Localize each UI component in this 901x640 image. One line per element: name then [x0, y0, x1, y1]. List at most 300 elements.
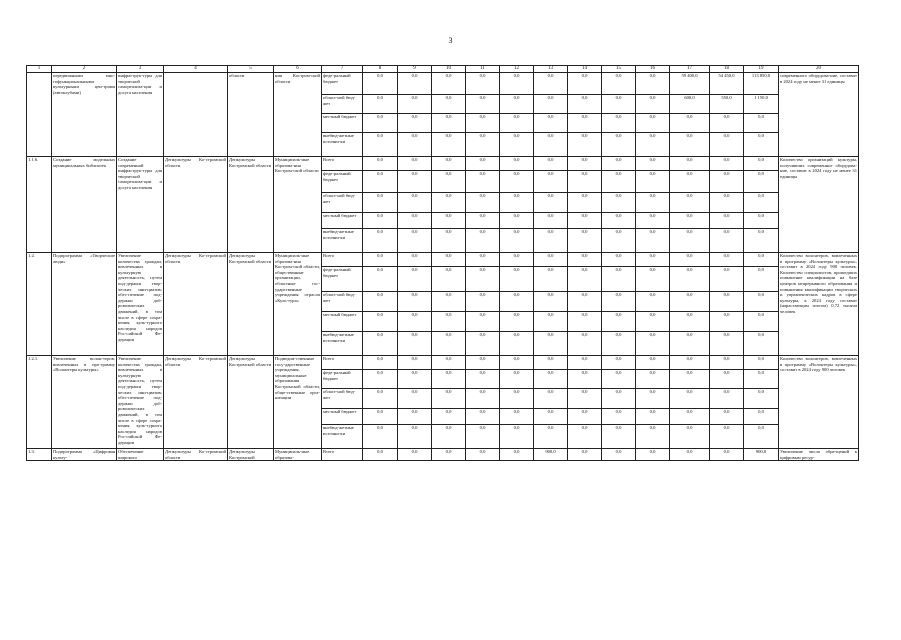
funding-source: внебюд-жетные источни-ки	[322, 229, 363, 253]
amount-cell: 0,0	[670, 312, 710, 332]
participants: Муниципаль-ные образова-ния Костром-ской области	[274, 157, 322, 253]
amount-cell: 0,0	[744, 425, 779, 449]
funding-source: област-ной бюд-жет	[322, 95, 363, 114]
funding-source: местный бюджет	[322, 213, 363, 229]
item-title: передвижными мно-гофункциональными культурными цен-трами (автоклубами)	[52, 73, 117, 157]
amount-cell: 0,0	[500, 389, 534, 409]
amount-cell: 0,0	[466, 356, 500, 370]
amount-cell: 0,0	[500, 73, 534, 95]
amount-cell: 0,0	[636, 95, 670, 114]
item-title: Создание модельных муниципальных библиотек	[52, 157, 117, 253]
amount-cell: 0,0	[500, 356, 534, 370]
column-number: 14	[568, 66, 602, 73]
amount-cell: 0,0	[466, 332, 500, 356]
amount-cell: 0,0	[363, 356, 398, 370]
amount-cell: 0,0	[636, 133, 670, 157]
column-number: 4	[164, 66, 228, 73]
page-number: 3	[448, 36, 453, 45]
indicator-text: Количество организаций культуры, получивших современное оборудова-ние, составит в 2024 году не менее 31 единицы	[779, 157, 859, 253]
amount-cell: 0,0	[500, 253, 534, 267]
amount-cell: 0,0	[670, 114, 710, 133]
amount-cell: 0,0	[568, 253, 602, 267]
amount-cell: 0,0	[602, 213, 636, 229]
amount-cell: 0,0	[710, 171, 744, 193]
amount-cell: 0,0	[568, 133, 602, 157]
amount-cell: 0,0	[602, 157, 636, 171]
funding-source: внебюд-жетные источни-ки	[322, 133, 363, 157]
amount-cell: 0,0	[534, 213, 568, 229]
amount-cell: 0,0	[568, 213, 602, 229]
amount-cell: 0,0	[636, 356, 670, 370]
amount-cell: 0,0	[534, 157, 568, 171]
amount-cell: 0,0	[398, 370, 432, 389]
amount-cell: 0,0	[710, 409, 744, 425]
amount-cell: 0,0	[710, 193, 744, 213]
amount-cell: 0,0	[744, 157, 779, 171]
amount-cell: 0,0	[568, 312, 602, 332]
amount-cell: 0,0	[710, 114, 744, 133]
amount-cell: 0,0	[670, 292, 710, 312]
amount-cell: 113 850,0	[744, 73, 779, 95]
amount-cell: 0,0	[636, 292, 670, 312]
co-executor: Депкультуры Костромской области	[228, 253, 274, 356]
amount-cell: 0,0	[602, 370, 636, 389]
indicator-text: Увеличение числа обра-щений к цифровым ресур-	[780, 449, 857, 460]
amount-cell: 0,0	[636, 449, 670, 461]
participants: Муниципаль-ные образова-	[274, 449, 322, 461]
amount-cell: 0,0	[500, 292, 534, 312]
amount-cell: 0,0	[363, 267, 398, 292]
amount-cell: 0,0	[670, 332, 710, 356]
amount-cell: 0,0	[500, 267, 534, 292]
amount-cell: 0,0	[568, 449, 602, 461]
amount-cell: 0,0	[670, 171, 710, 193]
item-goal: Обеспечение широкого	[117, 449, 164, 461]
amount-cell: 0,0	[602, 114, 636, 133]
amount-cell: 0,0	[710, 267, 744, 292]
amount-cell: 0,0	[363, 114, 398, 133]
amount-cell: 0,0	[398, 409, 432, 425]
amount-cell: 0,0	[602, 253, 636, 267]
amount-cell: 0,0	[363, 133, 398, 157]
amount-cell: 0,0	[363, 332, 398, 356]
amount-cell: 0,0	[398, 449, 432, 461]
amount-cell: 0,0	[710, 157, 744, 171]
amount-cell: 0,0	[466, 409, 500, 425]
amount-cell: 0,0	[744, 389, 779, 409]
amount-cell: 0,0	[602, 425, 636, 449]
amount-cell: 550,0	[710, 95, 744, 114]
column-number: 9	[398, 66, 432, 73]
amount-cell: 0,0	[466, 133, 500, 157]
amount-cell: 0,0	[466, 193, 500, 213]
amount-cell: 0,0	[466, 292, 500, 312]
amount-cell: 0,0	[432, 332, 466, 356]
amount-cell: 0,0	[398, 213, 432, 229]
amount-cell: 0,0	[710, 370, 744, 389]
item-title: Подпрограмма «Творческие люди»	[52, 253, 117, 356]
amount-cell: 0,0	[500, 133, 534, 157]
amount-cell: 0,0	[602, 312, 636, 332]
amount-cell: 0,0	[710, 425, 744, 449]
amount-cell: 0,0	[534, 193, 568, 213]
amount-cell: 0,0	[398, 389, 432, 409]
amount-cell: 0,0	[636, 389, 670, 409]
amount-cell: 0,0	[636, 171, 670, 193]
amount-cell: 0,0	[432, 114, 466, 133]
amount-cell: 0,0	[500, 409, 534, 425]
amount-cell: 0,0	[466, 213, 500, 229]
amount-cell: 0,0	[568, 193, 602, 213]
amount-cell: 0,0	[568, 157, 602, 171]
amount-cell: 0,0	[363, 213, 398, 229]
column-number: 11	[466, 66, 500, 73]
column-number: 12	[500, 66, 534, 73]
amount-cell: 0,0	[602, 292, 636, 312]
amount-cell: 0,0	[534, 114, 568, 133]
amount-cell: 0,0	[710, 133, 744, 157]
amount-cell: 0,0	[432, 409, 466, 425]
amount-cell: 0,0	[710, 229, 744, 253]
amount-cell: 0,0	[670, 267, 710, 292]
column-number: 18	[710, 66, 744, 73]
funding-source: Всего	[322, 356, 363, 370]
column-number: 20	[779, 66, 859, 73]
amount-cell: 0,0	[568, 370, 602, 389]
amount-cell: 0,0	[432, 157, 466, 171]
co-executor: области	[228, 73, 274, 157]
amount-cell: 0,0	[432, 229, 466, 253]
amount-cell: 0,0	[670, 133, 710, 157]
amount-cell: 0,0	[602, 171, 636, 193]
amount-cell: 0,0	[534, 370, 568, 389]
amount-cell: 0,0	[363, 253, 398, 267]
amount-cell: 0,0	[500, 449, 534, 461]
amount-cell: 0,0	[432, 267, 466, 292]
amount-cell: 0,0	[710, 292, 744, 312]
amount-cell: 0,0	[534, 253, 568, 267]
amount-cell: 0,0	[500, 213, 534, 229]
amount-cell: 0,0	[534, 73, 568, 95]
item-goal: Увеличение количества граждан, вовлеченных в культурную деятельность, путем под-держки твор-ческих ини-циатив; обес-печение под-держки доб-ровольческих движений, в том числе в сфере сохра-нения куль-турного наследия народов Рос-сийской Фе-дерации	[117, 253, 164, 356]
amount-cell: 0,0	[398, 193, 432, 213]
funding-source: област-ной бюд-жет	[322, 292, 363, 312]
amount-cell: 0,0	[534, 332, 568, 356]
funding-source: феде-ральный бюджет	[322, 370, 363, 389]
amount-cell: 0,0	[602, 193, 636, 213]
amount-cell: 0,0	[636, 425, 670, 449]
amount-cell: 0,0	[744, 171, 779, 193]
amount-cell: 0,0	[636, 370, 670, 389]
funding-source: местный бюджет	[322, 409, 363, 425]
amount-cell: 0,0	[363, 95, 398, 114]
participants: ния Костром-ской области	[274, 73, 322, 157]
amount-cell: 0,0	[744, 114, 779, 133]
amount-cell: 0,0	[432, 449, 466, 461]
amount-cell: 0,0	[432, 213, 466, 229]
amount-cell: 0,0	[466, 229, 500, 253]
item-goal: Создание современной инфраструк-туры для творческой самореализа-ции и досуга населения	[117, 157, 164, 253]
amount-cell: 0,0	[744, 193, 779, 213]
amount-cell: 0,0	[534, 267, 568, 292]
amount-cell: 0,0	[534, 356, 568, 370]
amount-cell: 0,0	[670, 425, 710, 449]
amount-cell: 0,0	[363, 171, 398, 193]
amount-cell: 0,0	[500, 114, 534, 133]
item-number	[27, 73, 52, 157]
amount-cell: 0,0	[636, 157, 670, 171]
amount-cell: 0,0	[432, 389, 466, 409]
co-executor: Депкультуры Костромской	[228, 449, 274, 461]
amount-cell: 0,0	[363, 229, 398, 253]
amount-cell: 0,0	[398, 73, 432, 95]
amount-cell: 0,0	[636, 114, 670, 133]
amount-cell: 0,0	[670, 229, 710, 253]
amount-cell: 0,0	[670, 213, 710, 229]
item-goal: Увеличение количества граждан, вовлеченных в культурную деятельность, путем под-держки твор-ческих ини-циатив; обес-печение под-держки доб-ровольческих движений, в том числе в сфере сохра-нения куль-турного наследия народов Рос-сийской Фе-дерации	[117, 356, 164, 449]
amount-cell: 0,0	[432, 95, 466, 114]
amount-cell: 0,0	[363, 449, 398, 461]
item-number: 1.1.6.	[27, 157, 52, 253]
amount-cell: 0,0	[363, 157, 398, 171]
amount-cell: 0,0	[466, 267, 500, 292]
amount-cell: 0,0	[636, 253, 670, 267]
amount-cell: 0,0	[568, 229, 602, 253]
amount-cell: 0,0	[744, 409, 779, 425]
responsible-executor	[164, 73, 228, 157]
amount-cell: 0,0	[602, 133, 636, 157]
amount-cell: 0,0	[636, 409, 670, 425]
amount-cell: 0,0	[534, 409, 568, 425]
amount-cell: 0,0	[602, 409, 636, 425]
amount-cell: 0,0	[568, 292, 602, 312]
amount-cell: 0,0	[398, 292, 432, 312]
amount-cell: 0,0	[710, 213, 744, 229]
table-row	[27, 157, 859, 171]
amount-cell: 0,0	[363, 389, 398, 409]
amount-cell: 0,0	[744, 267, 779, 292]
amount-cell: 0,0	[398, 229, 432, 253]
amount-cell: 0,0	[534, 133, 568, 157]
amount-cell: 0,0	[602, 229, 636, 253]
amount-cell: 0,0	[670, 157, 710, 171]
amount-cell: 0,0	[466, 157, 500, 171]
funding-source: феде-ральный бюджет	[322, 171, 363, 193]
amount-cell: 0,0	[568, 332, 602, 356]
amount-cell: 0,0	[500, 229, 534, 253]
table-row	[27, 449, 859, 461]
column-number: 16	[636, 66, 670, 73]
item-title: Увеличение волон-теров, вовлеченных в про-грамму «Волонтеры культуры»	[52, 356, 117, 449]
item-title: Подпрограмма «Цифровая культу-	[53, 449, 115, 460]
amount-cell: 0,0	[398, 95, 432, 114]
amount-cell: 0,0	[636, 332, 670, 356]
item-number: 1.2.1.	[27, 356, 52, 449]
amount-cell: 0,0	[670, 193, 710, 213]
amount-cell: 0,0	[568, 267, 602, 292]
amount-cell: 0,0	[500, 370, 534, 389]
amount-cell: 0,0	[500, 425, 534, 449]
amount-cell: 0,0	[744, 356, 779, 370]
amount-cell: 0,0	[534, 389, 568, 409]
amount-cell: 0,0	[466, 95, 500, 114]
amount-cell: 0,0	[432, 73, 466, 95]
amount-cell: 0,0	[398, 133, 432, 157]
amount-cell: 0,0	[744, 312, 779, 332]
amount-cell: 0,0	[568, 425, 602, 449]
table-row	[27, 73, 859, 95]
table-body	[27, 66, 859, 461]
amount-cell: 0,0	[500, 171, 534, 193]
amount-cell: 0,0	[602, 449, 636, 461]
amount-cell: 0,0	[710, 449, 744, 461]
amount-cell: 0,0	[466, 312, 500, 332]
amount-cell: 0,0	[670, 409, 710, 425]
amount-cell: 0,0	[398, 425, 432, 449]
amount-cell: 0,0	[432, 193, 466, 213]
amount-cell: 0,0	[744, 253, 779, 267]
amount-cell: 0,0	[636, 73, 670, 95]
amount-cell: 0,0	[710, 312, 744, 332]
participants: Муниципаль-ные образова-ния Костром-ской области, общественные организации, областные гос-ударственные учреждения отрасли «Куль-тура»	[274, 253, 322, 356]
amount-cell: 0,0	[744, 370, 779, 389]
amount-cell: 0,0	[670, 389, 710, 409]
column-number: 8	[363, 66, 398, 73]
funding-source: феде-ральный бюджет	[322, 73, 363, 95]
amount-cell: 0,0	[398, 253, 432, 267]
responsible-executor: Депкультуры Ко-стромской области	[164, 356, 228, 449]
column-number: 2	[52, 66, 117, 73]
amount-cell: 0,0	[568, 95, 602, 114]
amount-cell: 0,0	[602, 73, 636, 95]
amount-cell: 0,0	[670, 253, 710, 267]
amount-cell: 0,0	[636, 229, 670, 253]
amount-cell: 0,0	[398, 171, 432, 193]
amount-cell: 54 450,0	[710, 73, 744, 95]
column-number: 7	[322, 66, 363, 73]
amount-cell: 0,0	[602, 356, 636, 370]
amount-cell: 0,0	[710, 356, 744, 370]
amount-cell: 0,0	[710, 389, 744, 409]
amount-cell: 0,0	[568, 73, 602, 95]
item-number: 1.2.	[27, 253, 52, 356]
column-number: 6	[274, 66, 322, 73]
amount-cell: 0,0	[466, 449, 500, 461]
column-number: 1	[27, 66, 52, 73]
amount-cell: 0,0	[432, 253, 466, 267]
table-row	[27, 356, 859, 370]
column-number: 5	[228, 66, 274, 73]
amount-cell: 0,0	[636, 312, 670, 332]
amount-cell: 0,0	[534, 171, 568, 193]
amount-cell: 0,0	[466, 425, 500, 449]
column-number: 17	[670, 66, 710, 73]
indicator-text: Количество волонтеров, вовлеченных в программу «Волонтеры культуры», составит в 2024 году 900 человек	[779, 356, 859, 449]
amount-cell: 600,0	[670, 95, 710, 114]
amount-cell: 0,0	[432, 356, 466, 370]
amount-cell: 0,0	[534, 312, 568, 332]
indicator-text: Количество волонтеров, вовлеченных в программу «Волонтеры культуры», составит в 2024 году 900 человек. Количество специалистов, прошедших повышение квалификации на базе центров непрерывного образования и повышения квалификации творческих и управленческих кадров в сфере культуры, к 2024 году составит (нарастающим итогом) 0,72 тысячи человек	[779, 253, 859, 356]
co-executor: Депкультуры Костромской области	[228, 356, 274, 449]
amount-cell: 0,0	[432, 171, 466, 193]
amount-cell: 0,0	[744, 133, 779, 157]
amount-cell: 0,0	[500, 157, 534, 171]
funding-source: Всего	[322, 253, 363, 267]
amount-cell: 0,0	[500, 193, 534, 213]
amount-cell: 0,0	[500, 312, 534, 332]
amount-cell: 0,0	[432, 370, 466, 389]
amount-cell: 0,0	[398, 312, 432, 332]
funding-source: Всего	[322, 449, 363, 461]
amount-cell: 0,0	[568, 356, 602, 370]
amount-cell: 0,0	[568, 389, 602, 409]
amount-cell: 0,0	[363, 409, 398, 425]
amount-cell: 0,0	[363, 292, 398, 312]
column-number: 13	[534, 66, 568, 73]
amount-cell: 900,0	[534, 449, 568, 461]
header-row	[27, 66, 859, 73]
amount-cell: 0,0	[710, 253, 744, 267]
budget-table	[26, 65, 859, 461]
amount-cell: 0,0	[534, 425, 568, 449]
amount-cell: 0,0	[670, 449, 710, 461]
amount-cell: 0,0	[636, 267, 670, 292]
funding-source: област-ной бюд-жет	[322, 193, 363, 213]
funding-source: внебюд-жетные источни-ки	[322, 332, 363, 356]
amount-cell: 59 400,0	[670, 73, 710, 95]
amount-cell: 0,0	[466, 171, 500, 193]
amount-cell: 0,0	[432, 133, 466, 157]
amount-cell: 0,0	[636, 213, 670, 229]
amount-cell: 0,0	[636, 193, 670, 213]
table-row	[27, 253, 859, 267]
amount-cell: 0,0	[432, 292, 466, 312]
amount-cell: 0,0	[568, 409, 602, 425]
column-number: 10	[432, 66, 466, 73]
amount-cell: 0,0	[744, 332, 779, 356]
amount-cell: 0,0	[432, 425, 466, 449]
amount-cell: 0,0	[500, 332, 534, 356]
amount-cell: 0,0	[466, 114, 500, 133]
amount-cell: 0,0	[398, 332, 432, 356]
responsible-executor: Депкультуры Ко-стромской области	[164, 157, 228, 253]
amount-cell: 0,0	[432, 312, 466, 332]
amount-cell: 0,0	[710, 332, 744, 356]
amount-cell: 0,0	[466, 73, 500, 95]
co-executor: Депкультуры Костромской области	[228, 157, 274, 253]
funding-source: Всего	[322, 157, 363, 171]
amount-cell: 0,0	[534, 292, 568, 312]
amount-cell: 0,0	[363, 193, 398, 213]
amount-cell: 0,0	[363, 73, 398, 95]
column-number: 19	[744, 66, 779, 73]
amount-cell: 0,0	[398, 267, 432, 292]
amount-cell: 0,0	[466, 253, 500, 267]
amount-cell: 0,0	[602, 95, 636, 114]
responsible-executor: Депкультуры Ко-стромской области	[164, 253, 228, 356]
funding-source: област-ной бюд-жет	[322, 389, 363, 409]
amount-cell: 0,0	[500, 95, 534, 114]
amount-cell: 0,0	[466, 389, 500, 409]
column-number: 3	[117, 66, 164, 73]
amount-cell: 0,0	[744, 229, 779, 253]
amount-cell: 0,0	[466, 370, 500, 389]
amount-cell: 0,0	[534, 95, 568, 114]
amount-cell: 0,0	[744, 292, 779, 312]
amount-cell: 0,0	[670, 356, 710, 370]
amount-cell: 0,0	[670, 370, 710, 389]
amount-cell: 0,0	[568, 171, 602, 193]
